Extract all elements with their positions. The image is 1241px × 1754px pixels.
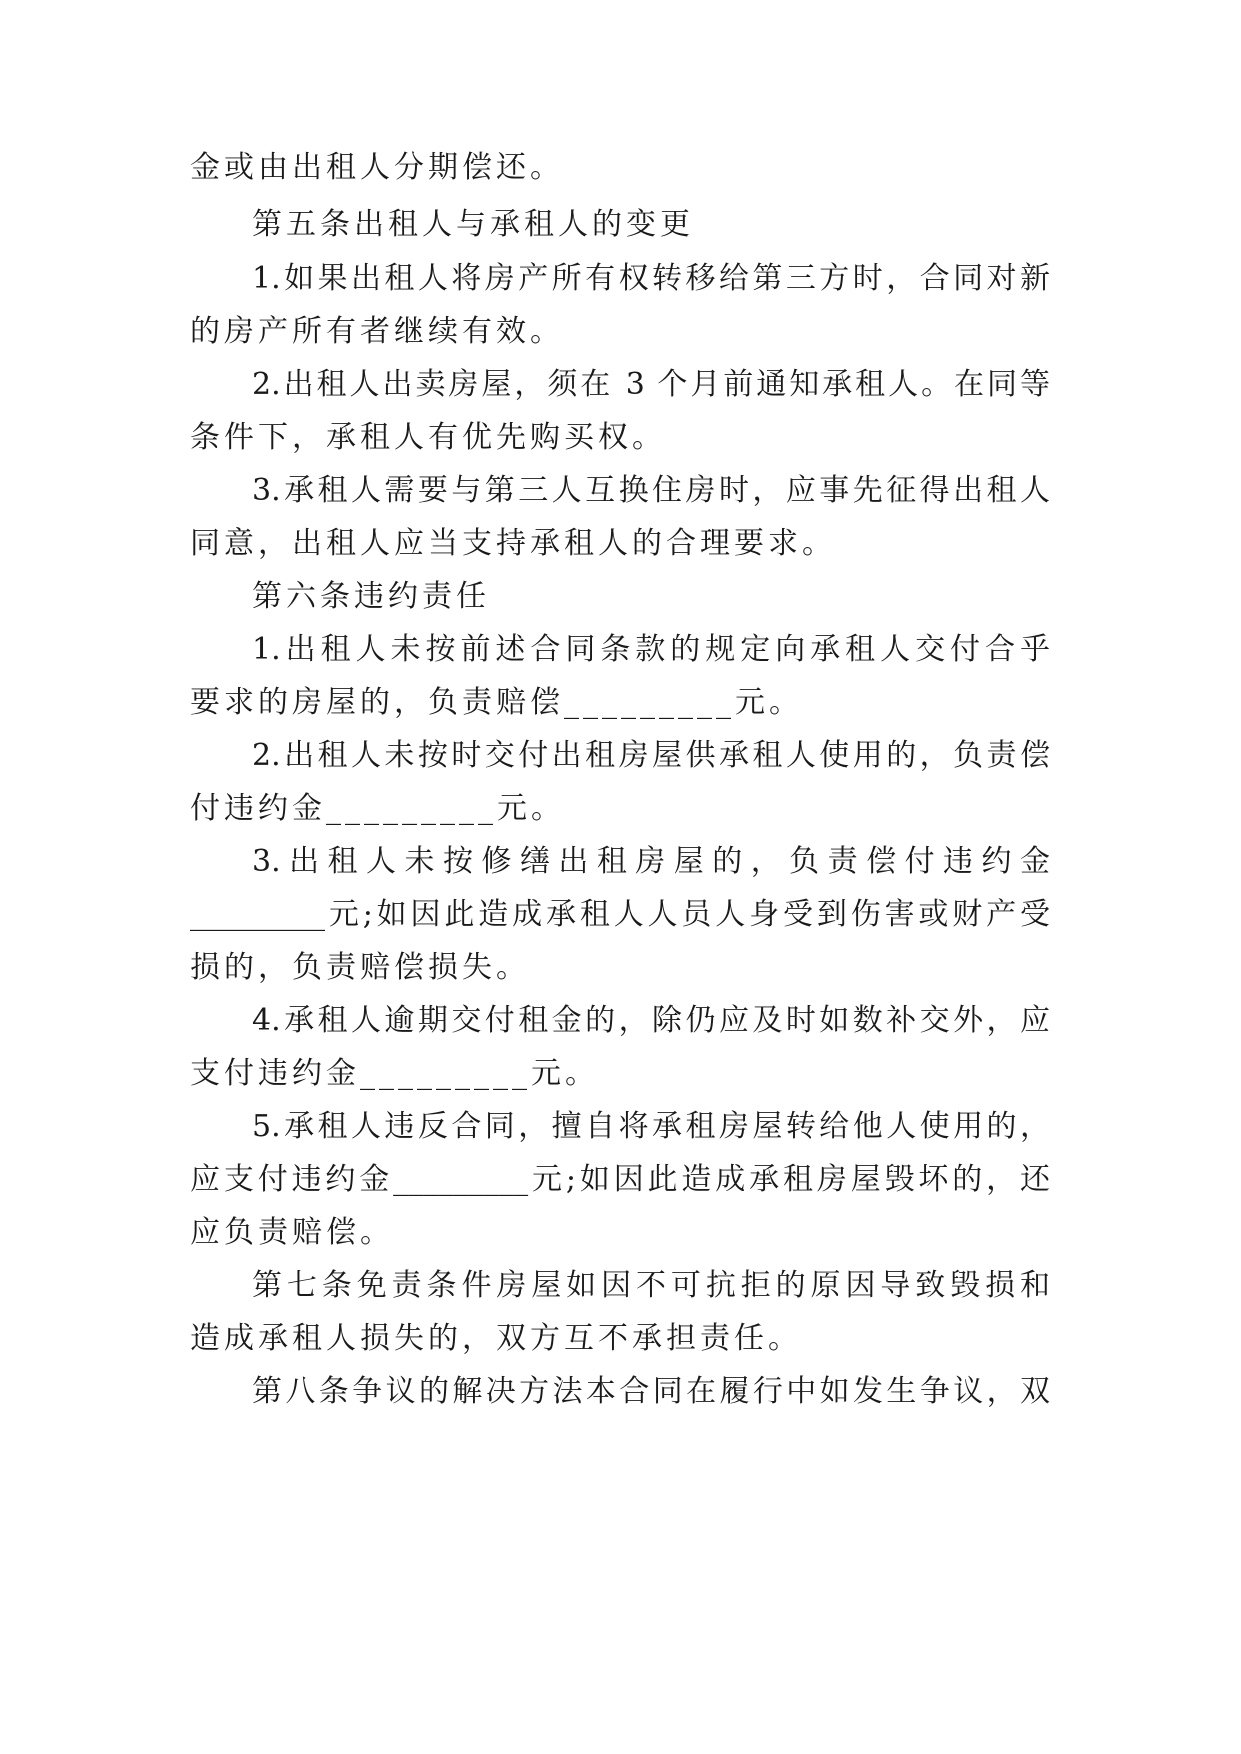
text-line: 第八条争议的解决方法本合同在履行中如发生争议，双 bbox=[252, 1374, 1050, 1409]
text-line: 3.出租人未按修缮出租房屋的，负责偿付违约金 bbox=[252, 844, 1050, 879]
text-line: 1.出租人未按前述合同条款的规定向承租人交付合乎 bbox=[252, 632, 1050, 667]
text-line: 的房产所有者继续有效。 bbox=[190, 314, 564, 349]
text-line: _________元;如因此造成承租人人员人身受到伤害或财产受 bbox=[190, 897, 1050, 932]
text-line: 要求的房屋的，负责赔偿_________元。 bbox=[190, 685, 803, 720]
text-line: 2.出租人未按时交付出租房屋供承租人使用的，负责偿 bbox=[252, 738, 1050, 773]
text-line: 造成承租人损失的，双方互不承担责任。 bbox=[190, 1321, 802, 1356]
text-line: 1.如果出租人将房产所有权转移给第三方时，合同对新 bbox=[252, 261, 1050, 296]
text-line: 第七条免责条件房屋如因不可抗拒的原因导致毁损和 bbox=[252, 1268, 1050, 1303]
text-line: 条件下，承租人有优先购买权。 bbox=[190, 420, 666, 455]
text-line: 金或由出租人分期偿还。 bbox=[190, 150, 564, 185]
text-line: 5.承租人违反合同，擅自将承租房屋转给他人使用的， bbox=[252, 1109, 1050, 1144]
article-heading: 第六条违约责任 bbox=[252, 579, 490, 614]
text-line: 应负责赔偿。 bbox=[190, 1215, 394, 1250]
text-line: 3.承租人需要与第三人互换住房时，应事先征得出租人 bbox=[252, 473, 1050, 508]
article-heading: 第五条出租人与承租人的变更 bbox=[252, 207, 694, 242]
text-line: 2.出租人出卖房屋，须在 3 个月前通知承租人。在同等 bbox=[252, 367, 1050, 402]
text-line: 应支付违约金_________元;如因此造成承租房屋毁坏的，还 bbox=[190, 1162, 1050, 1197]
text-line: 同意，出租人应当支持承租人的合理要求。 bbox=[190, 526, 836, 561]
text-line: 付违约金_________元。 bbox=[190, 791, 565, 826]
text-line: 4.承租人逾期交付租金的，除仍应及时如数补交外，应 bbox=[252, 1003, 1050, 1038]
text-line: 支付违约金_________元。 bbox=[190, 1056, 599, 1091]
text-line: 损的，负责赔偿损失。 bbox=[190, 950, 530, 985]
